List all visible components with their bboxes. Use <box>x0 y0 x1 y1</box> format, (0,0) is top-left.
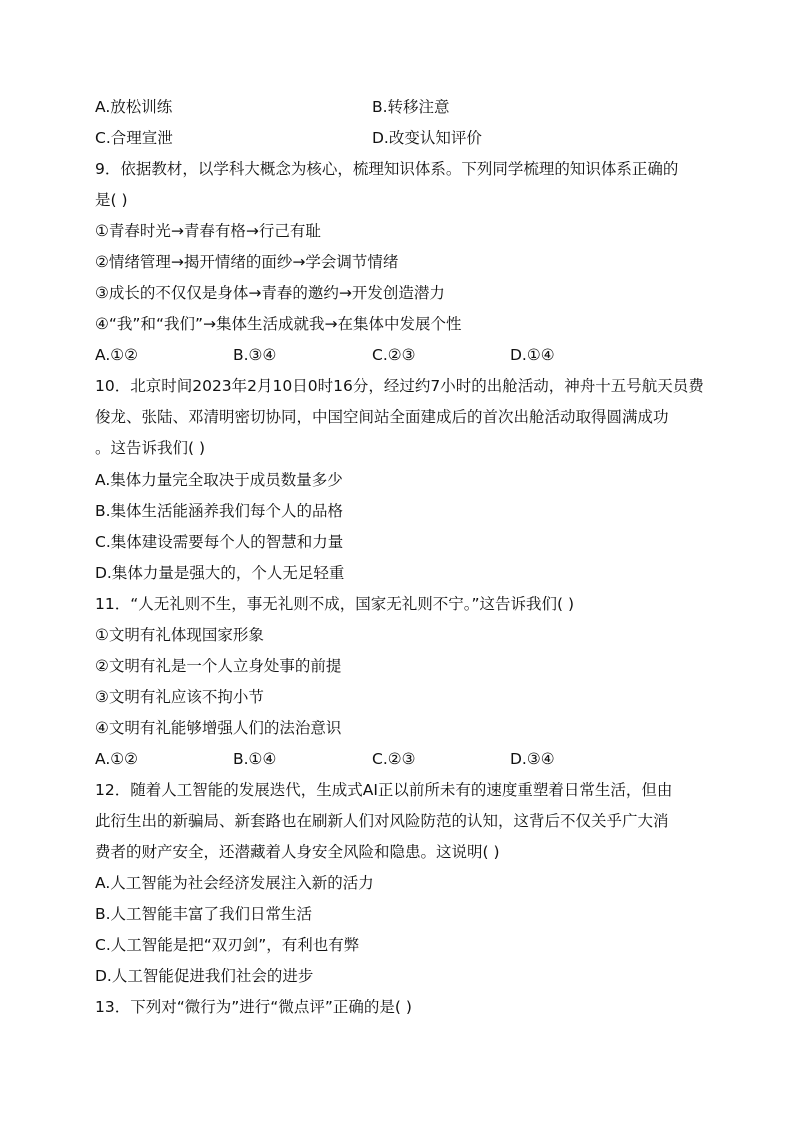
q8-option-c: C.合理宣泄 <box>95 129 173 147</box>
q13-stem: 13．下列对“微行为”进行“微点评”正确的是( ) <box>95 998 412 1016</box>
q11-item-3: ③文明有礼应该不拘小节 <box>95 688 264 706</box>
q9-item-2: ②情绪管理→揭开情绪的面纱→学会调节情绪 <box>95 253 399 271</box>
q12-stem-line-1: 12．随着人工智能的发展迭代，生成式AI正以前所未有的速度重塑着日常生活，但由 <box>95 781 673 799</box>
q10-option-d: D.集体力量是强大的，个人无足轻重 <box>95 564 345 582</box>
q12-option-c: C.人工智能是把“双刃剑”，有利也有弊 <box>95 936 360 954</box>
q11-item-1: ①文明有礼体现国家形象 <box>95 626 264 644</box>
q10-option-b: B.集体生活能涵养我们每个人的品格 <box>95 502 344 520</box>
q12-option-a: A.人工智能为社会经济发展注入新的活力 <box>95 874 374 892</box>
q10-option-a: A.集体力量完全取决于成员数量多少 <box>95 471 343 489</box>
q10-stem-line-3: 。这告诉我们( ) <box>95 439 206 457</box>
q12-stem-line-2: 此衍生出的新骗局、新套路也在刷新人们对风险防范的认知，这背后不仅关乎广大消 <box>95 812 669 830</box>
q11-option-b: B.①④ <box>233 750 277 768</box>
q11-stem: 11．“人无礼则不生，事无礼则不成，国家无礼则不宁。”这告诉我们( ) <box>95 595 575 613</box>
q12-option-b: B.人工智能丰富了我们日常生活 <box>95 905 313 923</box>
q10-option-c: C.集体建设需要每个人的智慧和力量 <box>95 533 344 551</box>
q9-option-d: D.①④ <box>510 346 555 364</box>
q8-option-b: B.转移注意 <box>372 98 450 116</box>
q11-option-d: D.③④ <box>510 750 555 768</box>
q9-option-b: B.③④ <box>233 346 277 364</box>
q11-item-4: ④文明有礼能够增强人们的法治意识 <box>95 719 342 737</box>
q11-option-a: A.①② <box>95 750 139 768</box>
q9-option-a: A.①② <box>95 346 139 364</box>
q9-item-1: ①青春时光→青春有格→行己有耻 <box>95 222 321 240</box>
q10-stem-line-1: 10．北京时间2023年2月10日0时16分，经过约7小时的出舱活动，神舟十五号航天员费 <box>95 377 704 395</box>
q10-stem-line-2: 俊龙、张陆、邓清明密切协同，中国空间站全面建成后的首次出舱活动取得圆满成功 <box>95 408 669 426</box>
q9-item-4: ④“我”和“我们”→集体生活成就我→在集体中发展个性 <box>95 315 462 333</box>
q9-option-c: C.②③ <box>372 346 416 364</box>
q8-option-a: A.放松训练 <box>95 98 173 116</box>
q11-item-2: ②文明有礼是一个人立身处事的前提 <box>95 657 342 675</box>
q11-option-c: C.②③ <box>372 750 416 768</box>
q8-option-d: D.改变认知评价 <box>372 129 482 147</box>
q9-item-3: ③成长的不仅仅是身体→青春的邀约→开发创造潜力 <box>95 284 445 302</box>
q9-stem-line-1: 9．依据教材，以学科大概念为核心，梳理知识体系。下列同学梳理的知识体系正确的 <box>95 160 679 178</box>
q9-stem-line-2: 是( ) <box>95 191 128 209</box>
q12-option-d: D.人工智能促进我们社会的进步 <box>95 967 314 985</box>
q12-stem-line-3: 费者的财产安全，还潜藏着人身安全风险和隐患。这说明( ) <box>95 843 500 861</box>
